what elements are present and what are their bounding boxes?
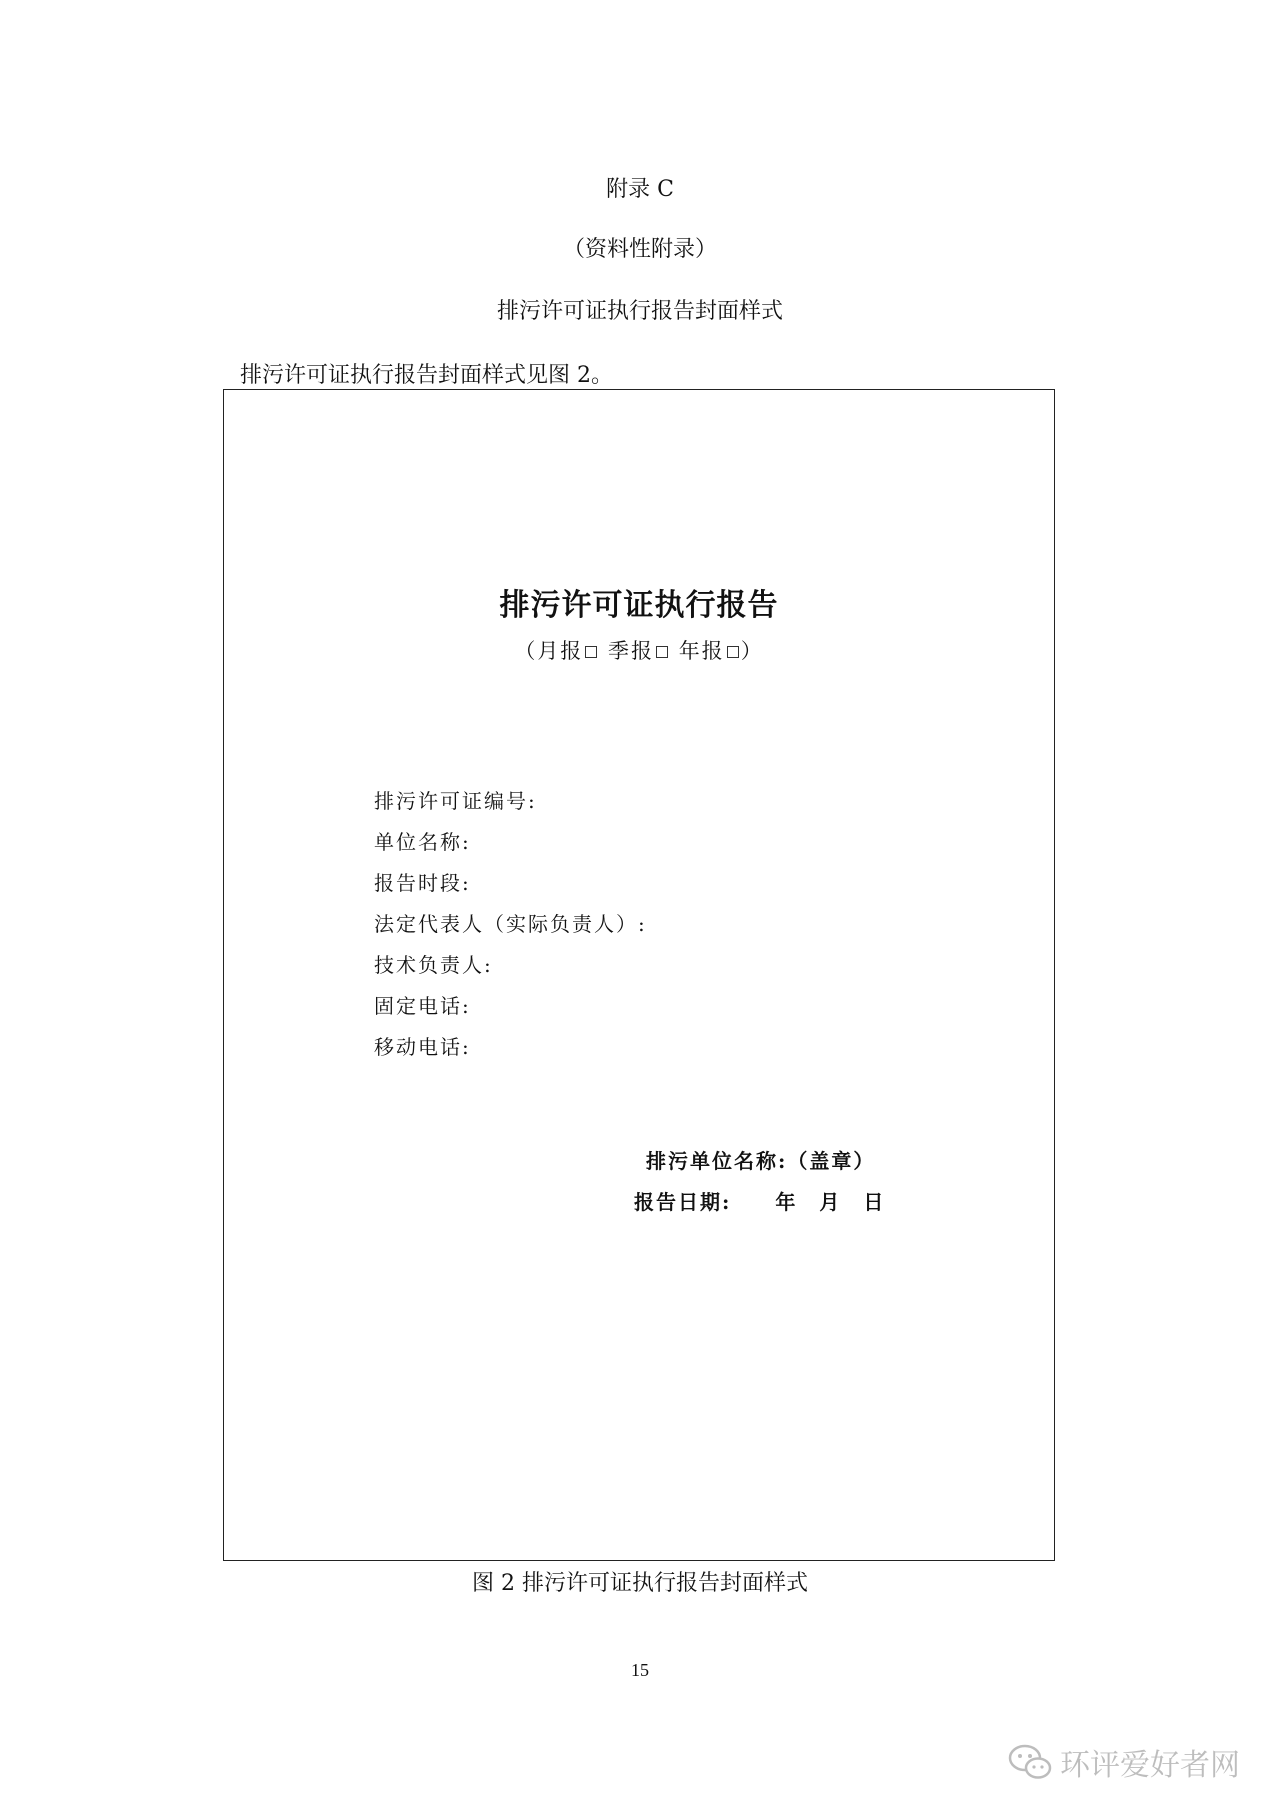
field-landline: 固定电话: [374,994,471,1018]
field-unit-name: 单位名称: [374,830,471,854]
watermark-text: 环评爱好者网 [1060,1748,1240,1783]
field-legal-representative: 法定代表人（实际负责人）: [374,912,647,936]
field-mobile: 移动电话: [374,1035,471,1059]
monthly-checkbox[interactable] [585,646,597,658]
watermark [1008,1740,1240,1784]
appendix-heading: 排污许可证执行报告封面样式 [496,299,783,324]
wechat-icon [1008,1743,1052,1781]
sign-unit-name: 排污单位名称:（盖章） [646,1149,876,1173]
page-number: 15 [631,1660,649,1680]
appendix-title: 附录 C [606,177,674,202]
cover-field-list [374,785,647,1072]
figure-caption: 图 2 排污许可证执行报告封面样式 [472,1571,808,1596]
quarterly-checkbox[interactable] [656,646,668,658]
cover-frame [223,389,1055,1561]
signature-block [634,1145,885,1227]
appendix-type: （资料性附录） [562,237,717,262]
annual-label: 年报 [678,639,725,663]
intro-text: 排污许可证执行报告封面样式见图 2。 [240,363,613,388]
annual-checkbox[interactable] [727,646,739,658]
subtitle-close-paren: ） [740,639,764,663]
cover-title: 排污许可证执行报告 [499,588,779,623]
sign-report-date: 报告日期: 年 月 日 [634,1190,886,1214]
subtitle-open-paren: （ [514,639,538,663]
field-technical-lead: 技术负责人: [374,953,493,977]
field-permit-number: 排污许可证编号: [374,789,537,813]
monthly-label: 月报 [537,639,584,663]
cover-subtitle [224,635,1054,665]
quarterly-label: 季报 [608,639,654,663]
field-report-period: 报告时段: [374,871,471,895]
